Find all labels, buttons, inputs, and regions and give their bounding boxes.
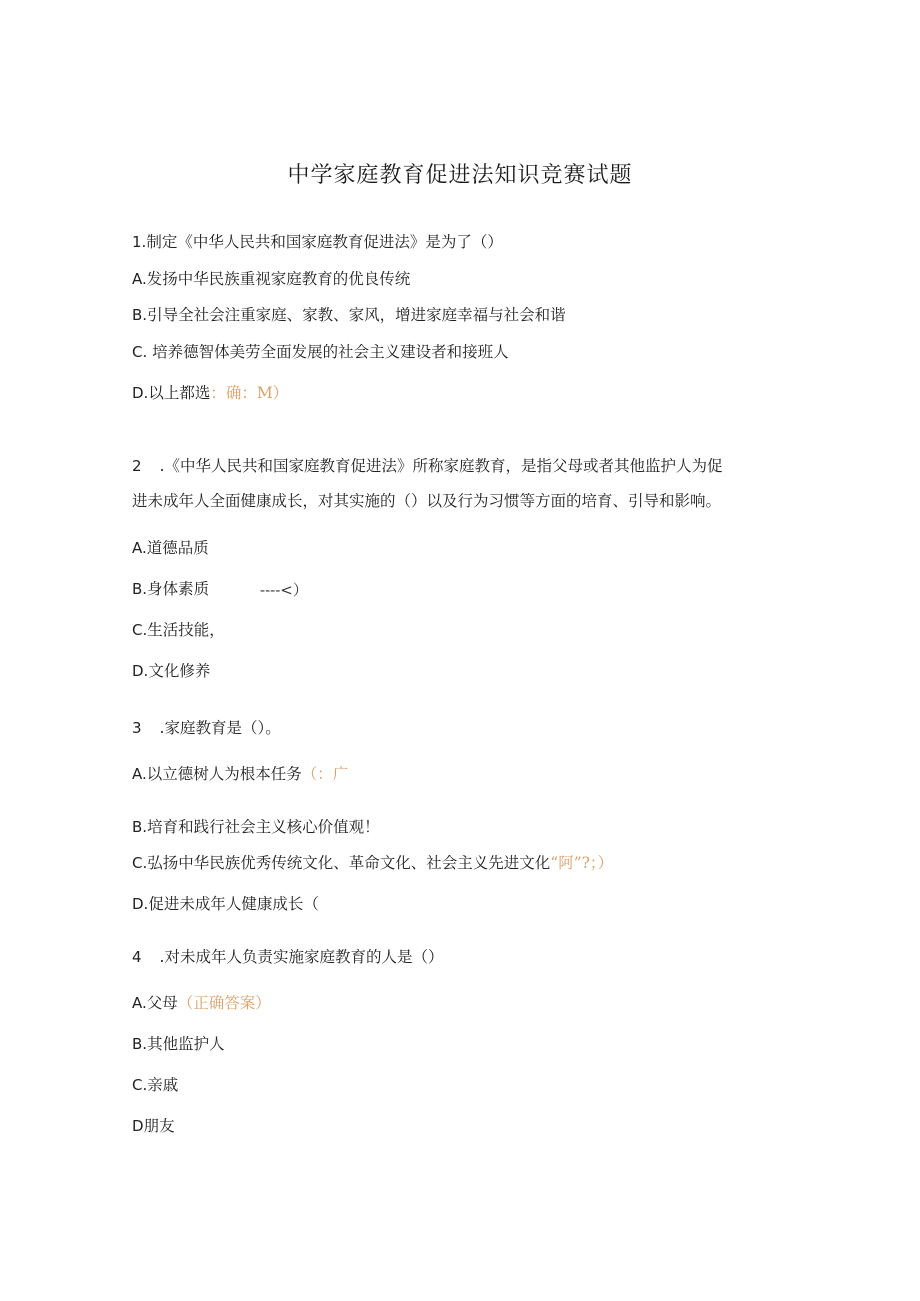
option-1a bbox=[132, 269, 410, 289]
option-letter: C. bbox=[132, 343, 148, 361]
option-2b bbox=[132, 579, 209, 599]
question-text-line-2: 进未成年人全面健康成长，对其实施的（）以及行为习惯等方面的培育、引导和影响。 bbox=[132, 492, 722, 510]
option-1c bbox=[132, 342, 509, 362]
option-letter: A. bbox=[132, 994, 147, 1012]
option-letter: D. bbox=[132, 895, 149, 913]
option-text: 以上都选 bbox=[148, 384, 211, 402]
option-3b bbox=[132, 817, 380, 837]
answer-mark: （：广 bbox=[301, 765, 349, 783]
option-letter: C. bbox=[132, 854, 148, 872]
option-3a bbox=[132, 764, 348, 784]
option-text: 父母 bbox=[146, 994, 178, 1012]
question-number: 1. bbox=[132, 233, 147, 251]
option-text: 亲戚 bbox=[147, 1076, 179, 1094]
option-4c bbox=[132, 1075, 178, 1095]
question-text: 制定《中华人民共和国家庭教育促进法》是为了（） bbox=[146, 233, 503, 251]
question-text: .家庭教育是（）。 bbox=[159, 719, 281, 737]
question-text: .对未成年人负责实施家庭教育的人是（） bbox=[159, 948, 444, 966]
option-4b bbox=[132, 1034, 225, 1054]
option-letter: D bbox=[132, 1117, 144, 1135]
document-title: 中学家庭教育促进法知识竞赛试题 bbox=[287, 163, 633, 188]
option-letter: A. bbox=[132, 270, 147, 288]
option-text: 发扬中华民族重视家庭教育的优良传统 bbox=[146, 270, 411, 288]
question-text-line-1: .《中华人民共和国家庭教育促进法》所称家庭教育，是指父母或者其他监护人为促 bbox=[159, 457, 723, 475]
option-letter: B. bbox=[132, 306, 148, 324]
option-4d bbox=[132, 1116, 175, 1136]
option-letter: A. bbox=[132, 765, 147, 783]
option-2c bbox=[132, 620, 225, 640]
option-letter: B. bbox=[132, 580, 148, 598]
option-letter: B. bbox=[132, 818, 148, 836]
question-number: 2 bbox=[132, 457, 142, 475]
answer-mark: （正确答案） bbox=[177, 994, 271, 1012]
option-text: 促进未成年人健康成长（ bbox=[148, 895, 319, 913]
option-3c bbox=[132, 853, 613, 873]
option-text: 道德品质 bbox=[146, 539, 209, 557]
option-letter: B. bbox=[132, 1035, 148, 1053]
option-letter: D. bbox=[132, 662, 149, 680]
option-letter: C. bbox=[132, 1076, 148, 1094]
option-letter: D. bbox=[132, 384, 149, 402]
option-text: 弘扬中华民族优秀传统文化、革命文化、社会主义先进文化 bbox=[147, 854, 551, 872]
stray-mark: ----<） bbox=[260, 581, 308, 599]
option-3d bbox=[132, 894, 319, 914]
option-text: 身体素质 bbox=[147, 580, 210, 598]
option-4a bbox=[132, 993, 271, 1013]
question-1 bbox=[132, 232, 503, 252]
question-3 bbox=[132, 718, 281, 738]
question-4 bbox=[132, 947, 443, 967]
option-2d bbox=[132, 661, 210, 681]
option-text: 生活技能， bbox=[147, 621, 225, 639]
option-text: 引导全社会注重家庭、家教、家风，增进家庭幸福与社会和谐 bbox=[147, 306, 566, 324]
option-2a bbox=[132, 538, 209, 558]
answer-mark: ：确：M） bbox=[210, 384, 289, 402]
question-number: 3 bbox=[132, 719, 142, 737]
option-1b bbox=[132, 305, 566, 325]
option-text: 文化修养 bbox=[148, 662, 211, 680]
question-number: 4 bbox=[132, 948, 142, 966]
question-2-continued bbox=[132, 491, 721, 511]
question-2 bbox=[132, 456, 722, 476]
option-text: 培育和践行社会主义核心价值观！ bbox=[147, 818, 380, 836]
answer-mark: “阿”?；） bbox=[550, 854, 614, 872]
option-text: 其他监护人 bbox=[147, 1035, 225, 1053]
option-text: 朋友 bbox=[143, 1117, 175, 1135]
option-1d bbox=[132, 383, 288, 403]
option-text: 培养德智体美劳全面发展的社会主义建设者和接班人 bbox=[147, 343, 509, 361]
option-letter: C. bbox=[132, 621, 148, 639]
option-text: 以立德树人为根本任务 bbox=[146, 765, 302, 783]
option-letter: A. bbox=[132, 539, 147, 557]
